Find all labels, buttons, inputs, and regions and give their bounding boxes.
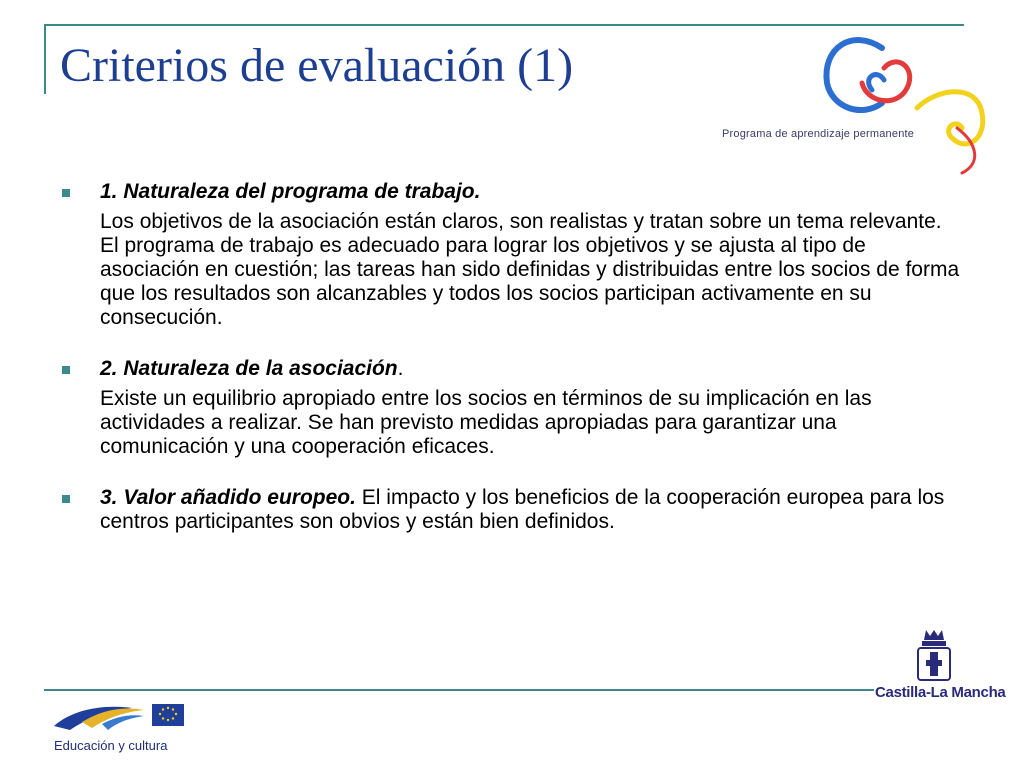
education-culture-label: Educación y cultura	[54, 738, 168, 753]
criterion-description: Los objetivos de la asociación están claros, son realistas y tratan sobre un tema relevante. El programa de trabajo es adecuado para lograr los objetivos y se ajusta al tipo de asociación en cuestión; las tareas han sido definidas y distribuidas entre los socios de forma que los resultados son alcanzables y todos los socios participan activamente en su consecución.	[100, 210, 960, 329]
criterion-heading: 1. Naturaleza del programa de trabajo.	[100, 180, 481, 203]
criteria-list	[62, 180, 962, 561]
square-bullet-icon	[62, 495, 70, 503]
criterion-heading: 2. Naturaleza de la asociación	[100, 357, 398, 380]
lifelong-learning-logo	[712, 28, 992, 178]
criterion-item-2	[62, 357, 962, 459]
frame-top-line	[44, 24, 964, 26]
criterion-item-3	[62, 486, 962, 534]
criterion-heading-tail: .	[397, 357, 404, 380]
square-bullet-icon	[62, 366, 70, 374]
criterion-description: Existe un equilibrio apropiado entre los socios en términos de su implicación en las actividades a realizar. Se han previsto medidas apropiadas para garantizar una comunicación y una cooperación eficaces.	[100, 387, 872, 458]
lifelong-learning-caption: Programa de aprendizaje permanente	[722, 128, 915, 140]
castilla-la-mancha-logo	[874, 626, 998, 720]
eu-education-culture-logo	[52, 700, 192, 736]
square-bullet-icon	[62, 189, 70, 197]
castilla-la-mancha-label: Castilla-La Mancha	[875, 684, 1006, 701]
criterion-item-1	[62, 180, 962, 330]
criterion-description: El impacto y los beneficios de la cooperación europea para los centros participantes son obvios y están bien definidos.	[100, 486, 945, 533]
slide-title: Criterios de evaluación (1)	[60, 39, 574, 92]
criterion-heading: 3. Valor añadido europeo.	[100, 486, 356, 509]
frame-bottom-line	[44, 689, 879, 691]
frame-left-line	[44, 24, 46, 94]
